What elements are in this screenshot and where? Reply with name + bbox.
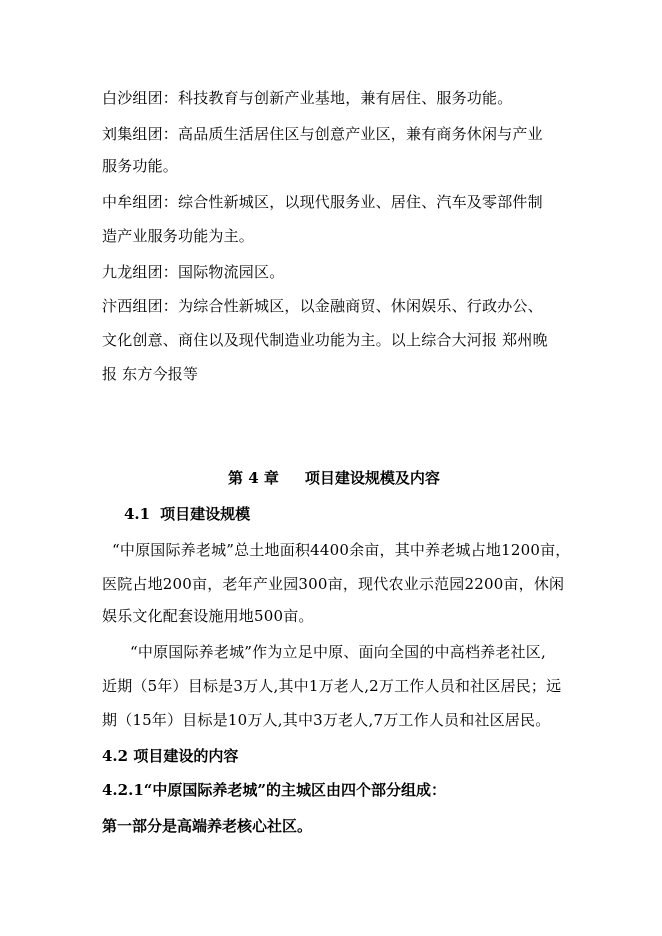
paragraph-bianxi-line-2: 文化创意、商住以及现代制造业功能为主。以上综合大河报 郑州晚 [102, 331, 548, 349]
paragraph-zhongmou-line-2: 造产业服务功能为主。 [102, 227, 255, 245]
chapter-title: 项目建设规模及内容 [304, 469, 440, 487]
section-4-1-para-2-line-3: 期（15年）目标是10万人,其中3万老人,7万工作人员和社区居民。 [102, 711, 551, 729]
paragraph-jiulong: 九龙组团：国际物流园区。 [102, 263, 285, 281]
section-4-1-para-1-line-2: 医院占地200亩，老年产业园300亩，现代农业示范园2200亩，休闲 [102, 575, 565, 593]
paragraph-zhongmou-line-1: 中牟组团：综合性新城区，以现代服务业、居住、汽车及零部件制 [102, 193, 543, 211]
section-4-1-para-1-line-3: 娱乐文化配套设施用地500亩。 [102, 607, 314, 625]
section-4-1-para-2-line-2: 近期（5年）目标是3万人,其中1万老人,2万工作人员和社区居民；远 [102, 677, 562, 695]
paragraph-baisha: 白沙组团：科技教育与创新产业基地，兼有居住、服务功能。 [102, 89, 513, 107]
part-one-heading: 第一部分是高端养老核心社区。 [102, 817, 313, 835]
section-4-1-para-2-line-1: “中原国际养老城”作为立足中原、面向全国的中高档养老社区, [130, 643, 546, 661]
section-4-1-title: 项目建设规模 [160, 505, 251, 523]
section-4-1-para-1-line-1: “中原国际养老城”总土地面积4400余亩，其中养老城占地1200亩， [112, 541, 571, 559]
section-4-2-1-heading: 4.2.1“中原国际养老城”的主城区由四个部分组成： [102, 781, 447, 799]
paragraph-liuji-line-2: 服务功能。 [102, 157, 179, 175]
chapter-number: 第 4 章 [228, 469, 279, 487]
section-4-1-number: 4.1 [124, 505, 151, 523]
paragraph-bianxi-line-1: 汴西组团：为综合性新城区，以金融商贸、休闲娱乐、行政办公、 [102, 297, 543, 315]
section-4-2-heading: 4.2 项目建设的内容 [102, 747, 239, 765]
paragraph-bianxi-line-3: 报 东方今报等 [102, 365, 199, 383]
paragraph-liuji-line-1: 刘集组团：高品质生活居住区与创意产业区，兼有商务休闲与产业 [102, 125, 543, 143]
chapter-heading [228, 468, 440, 488]
section-4-1-heading [124, 504, 250, 524]
